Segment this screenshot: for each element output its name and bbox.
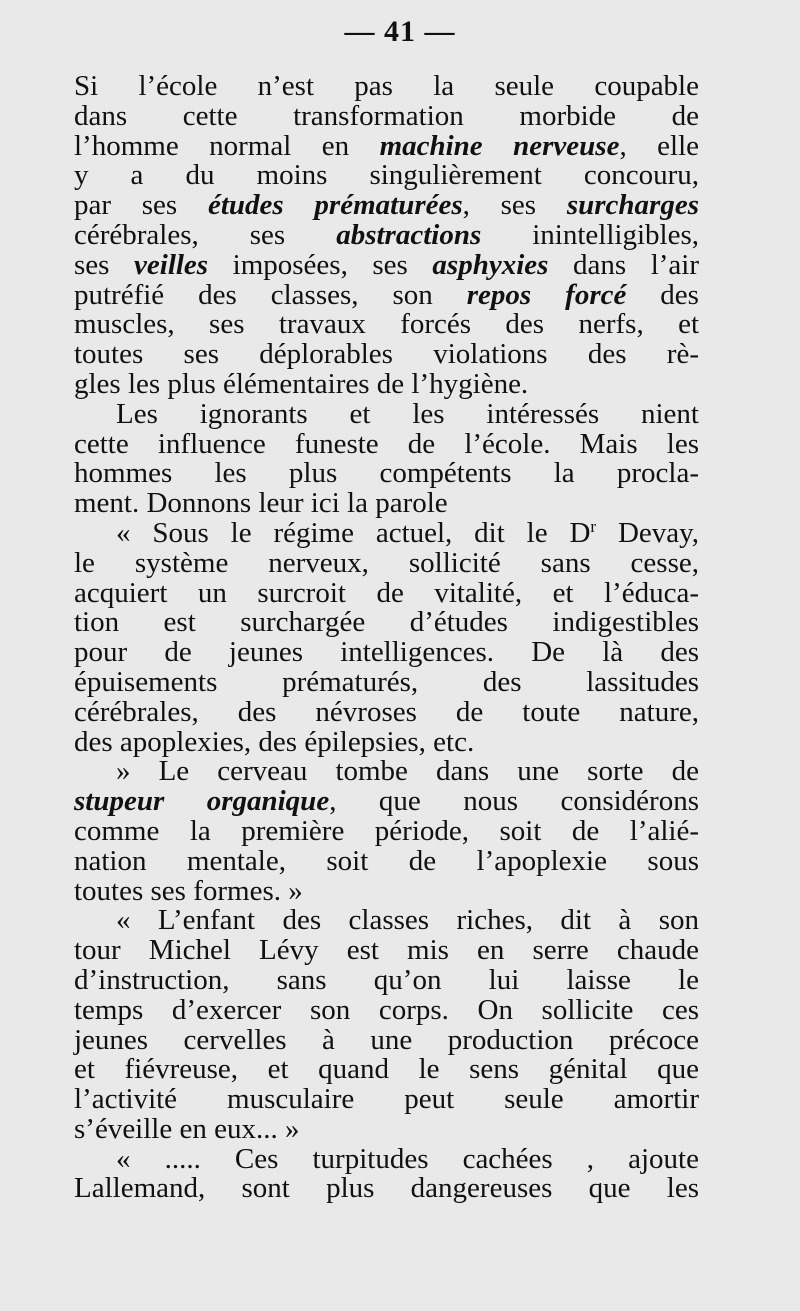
text-line: des apoplexies, des épilepsies, etc. xyxy=(74,725,475,758)
text-line: stupeur organique, que nous considérons xyxy=(74,785,699,818)
text-line: Si l’école n’est pas la seule coupable xyxy=(74,70,699,102)
text-line: jeunes cervelles à une production précoce xyxy=(74,1023,699,1056)
text-line: muscles, ses travaux forcés des nerfs, et xyxy=(74,308,699,341)
italic-term: asphyxies xyxy=(432,248,549,281)
italic-term: études prématurées xyxy=(207,189,463,222)
text-line: nation mentale, soit de l’apoplexie sous xyxy=(74,844,699,877)
text-line: toutes ses formes. » xyxy=(74,874,303,907)
text-line: dans cette transformation morbide de xyxy=(74,99,699,132)
text-line: cérébrales, ses abstractions inintelligibles, xyxy=(74,218,699,251)
text-line: cette influence funeste de l’école. Mais les xyxy=(74,427,699,460)
italic-term: repos forcé xyxy=(466,278,627,311)
text-line: putréfié des classes, son repos forcé des xyxy=(74,278,699,311)
italic-term: veilles xyxy=(134,248,209,281)
italic-term: stupeur organique xyxy=(74,785,330,818)
body-text xyxy=(74,72,699,1204)
text-line: et fiévreuse, et quand le sens génital que xyxy=(74,1053,699,1086)
text-line: Lallemand, sont plus dangereuses que les xyxy=(74,1172,699,1205)
italic-term: machine nerveuse xyxy=(379,129,620,162)
text-line: le système nerveux, sollicité sans cesse, xyxy=(74,546,699,579)
italic-term: surcharges xyxy=(566,189,699,222)
text-line: « ..... Ces turpitudes cachées , ajoute xyxy=(116,1142,699,1175)
text-line: « Sous le régime actuel, dit le $D^r$ Devay, xyxy=(116,516,699,549)
text-line: tion est surchargée d’études indigestibles xyxy=(74,606,699,639)
text-line: y a du moins singulièrement concouru, xyxy=(74,159,699,192)
text-line: s’éveille en eux... » xyxy=(74,1112,300,1145)
text-line: temps d’exercer son corps. On sollicite ces xyxy=(74,993,699,1026)
superscript: r xyxy=(590,516,597,536)
text-line: « L’enfant des classes riches, dit à son xyxy=(116,904,699,937)
text-line: gles les plus élémentaires de l’hygiène. xyxy=(74,367,529,400)
text-line: épuisements prématurés, des lassitudes xyxy=(74,665,699,698)
text-line: toutes ses déplorables violations des rè- xyxy=(74,338,699,371)
text-line: ses veilles imposées, ses asphyxies dans l’air xyxy=(74,248,699,281)
text-line: cérébrales, des névroses de toute nature, xyxy=(74,695,699,728)
page-number-header: — 41 — xyxy=(344,15,456,48)
text-line: acquiert un surcroit de vitalité, et l’éduca- xyxy=(74,576,699,609)
text-line: ment. Donnons leur ici la parole xyxy=(74,487,448,520)
text-line: l’homme normal en machine nerveuse, elle xyxy=(74,129,700,162)
text-line: hommes les plus compétents la procla- xyxy=(74,457,699,490)
text-line: Les ignorants et les intéressés nient xyxy=(116,397,699,430)
text-line: tour Michel Lévy est mis en serre chaude xyxy=(74,934,699,967)
text-line: pour de jeunes intelligences. De là des xyxy=(74,636,699,669)
text-line: d’instruction, sans qu’on lui laisse le xyxy=(74,963,699,996)
text-line: » Le cerveau tombe dans une sorte de xyxy=(116,755,699,788)
italic-term: abstractions xyxy=(336,218,482,251)
text-line: comme la première période, soit de l’alié- xyxy=(74,814,699,847)
text-line: par ses études prématurées, ses surcharges xyxy=(74,189,699,222)
text-line: l’activité musculaire peut seule amortir xyxy=(74,1083,699,1116)
